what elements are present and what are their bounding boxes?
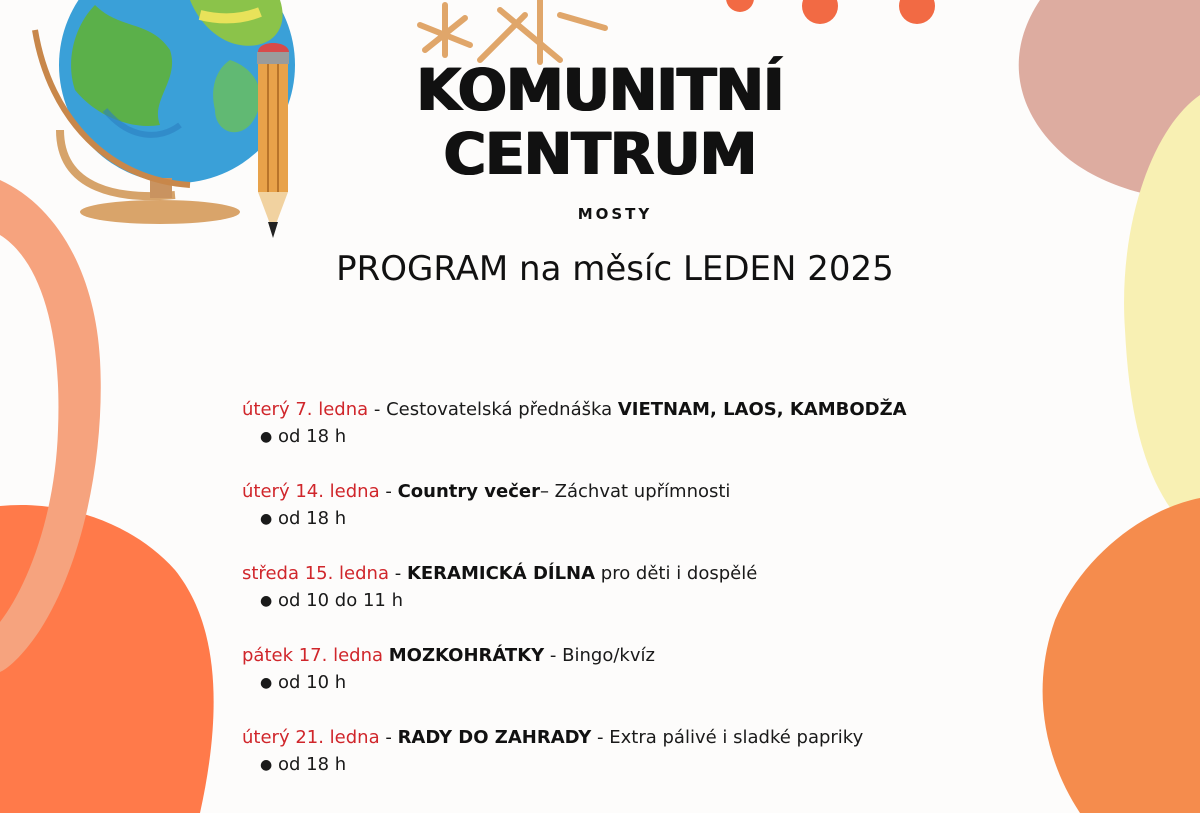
starburst-icon	[420, 0, 605, 62]
title-line-1: KOMUNITNÍ	[416, 56, 784, 124]
event-date: úterý 14. ledna	[242, 481, 380, 502]
event-title: RADY DO ZAHRADY	[397, 727, 592, 748]
event-date: pátek 17. ledna	[242, 645, 384, 666]
event-time-item	[242, 423, 1042, 451]
event-separator: -	[379, 481, 398, 502]
event-list	[242, 397, 1042, 807]
orange-blob-left	[0, 505, 214, 813]
event-text: Cestovatelská přednáška	[386, 399, 618, 420]
event-line	[242, 479, 1042, 505]
event-date: úterý 21. ledna	[242, 727, 380, 748]
event-item	[242, 725, 1042, 807]
page-title	[0, 58, 1200, 186]
event-title: KERAMICKÁ DÍLNA	[406, 563, 596, 584]
event-separator: -	[379, 727, 398, 748]
event-line	[242, 397, 1042, 423]
event-time-item	[242, 669, 1042, 697]
event-text-after: - Extra pálivé i sladké papriky	[591, 727, 864, 748]
event-time: od 10 do 11 h	[278, 590, 403, 611]
event-line	[242, 725, 1042, 751]
dot	[802, 0, 838, 24]
event-time-item	[242, 751, 1042, 779]
bullet-icon: ●	[260, 757, 273, 773]
title-line-2: CENTRUM	[443, 120, 757, 188]
event-item	[242, 561, 1042, 643]
event-time: od 10 h	[278, 672, 347, 693]
event-date: úterý 7. ledna	[242, 399, 369, 420]
event-time: od 18 h	[278, 754, 347, 775]
event-text-after: – Záchvat upřímnosti	[539, 481, 731, 502]
event-title: MOZKOHRÁTKY	[388, 645, 545, 666]
event-item	[242, 479, 1042, 561]
bullet-icon: ●	[260, 429, 273, 445]
event-line	[242, 561, 1042, 587]
event-item	[242, 397, 1042, 479]
event-title: VIETNAM, LAOS, KAMBODŽA	[617, 399, 907, 420]
dot	[899, 0, 935, 24]
orange-blob-right	[1043, 498, 1200, 813]
program-heading: PROGRAM na měsíc LEDEN 2025	[336, 249, 894, 289]
event-time-item	[242, 505, 1042, 533]
event-separator: -	[368, 399, 387, 420]
event-item	[242, 643, 1042, 725]
event-separator: -	[388, 563, 407, 584]
event-time-item	[242, 587, 1042, 615]
event-title: Country večer	[397, 481, 540, 502]
event-text-after: pro děti i dospělé	[595, 563, 758, 584]
dot	[726, 0, 754, 12]
subtitle: MOSTY	[577, 205, 653, 223]
event-time: od 18 h	[278, 508, 347, 529]
bullet-icon: ●	[260, 511, 273, 527]
bullet-icon: ●	[260, 593, 273, 609]
event-text-after: - Bingo/kvíz	[544, 645, 655, 666]
event-time: od 18 h	[278, 426, 347, 447]
event-line	[242, 643, 1042, 669]
bullet-icon: ●	[260, 675, 273, 691]
event-date: středa 15. ledna	[242, 563, 389, 584]
